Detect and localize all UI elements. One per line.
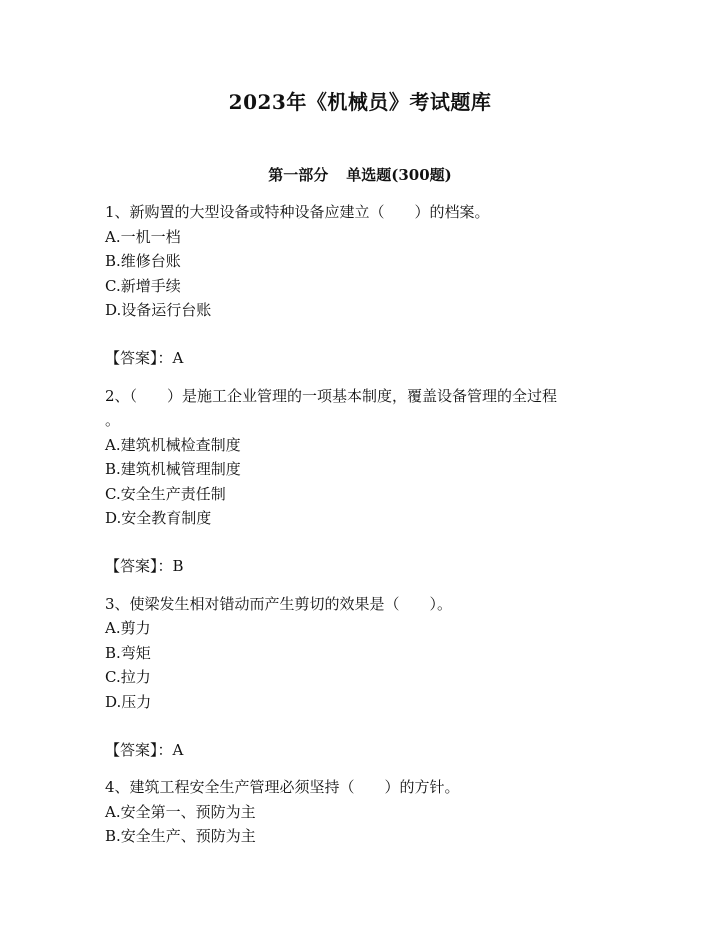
- question-2-stem-continuation: 。: [105, 411, 121, 429]
- question-2-option-b: B.建筑机械管理制度: [105, 460, 241, 478]
- question-2-stem: 2、（ ）是施工企业管理的一项基本制度，覆盖设备管理的全过程: [105, 387, 558, 405]
- question-1-answer: 【答案】：A: [105, 349, 184, 367]
- question-2-option-c: C.安全生产责任制: [105, 485, 226, 503]
- section-title: [0, 164, 720, 185]
- question-3-option-b: B.弯矩: [105, 644, 151, 662]
- question-1-option-b: B.维修台账: [105, 252, 181, 270]
- question-1-option-d: D.设备运行台账: [105, 301, 212, 319]
- question-1-option-a: A.一机一档: [105, 228, 181, 246]
- question-3-option-d: D.压力: [105, 693, 152, 711]
- question-3-option-c: C.拉力: [105, 668, 151, 686]
- question-2-answer: 【答案】：B: [105, 557, 184, 575]
- question-4-option-a: A.安全第一、预防为主: [105, 803, 256, 821]
- question-3-stem: 3、使梁发生相对错动而产生剪切的效果是（ ）。: [105, 595, 453, 613]
- section-heading: 单选题(300题): [346, 166, 452, 184]
- question-1-stem: 1、新购置的大型设备或特种设备应建立（ ）的档案。: [105, 203, 490, 221]
- question-2-option-a: A.建筑机械检查制度: [105, 436, 241, 454]
- question-3-option-a: A.剪力: [105, 619, 151, 637]
- question-4-option-b: B.安全生产、预防为主: [105, 827, 256, 845]
- question-3-answer: 【答案】：A: [105, 741, 184, 759]
- question-2-option-d: D.安全教育制度: [105, 509, 212, 527]
- question-4-stem: 4、建筑工程安全生产管理必须坚持（ ）的方针。: [105, 778, 460, 796]
- question-1-option-c: C.新增手续: [105, 277, 181, 295]
- section-part: 第一部分: [268, 166, 329, 184]
- document-title: 2023年《机械员》考试题库: [228, 90, 492, 114]
